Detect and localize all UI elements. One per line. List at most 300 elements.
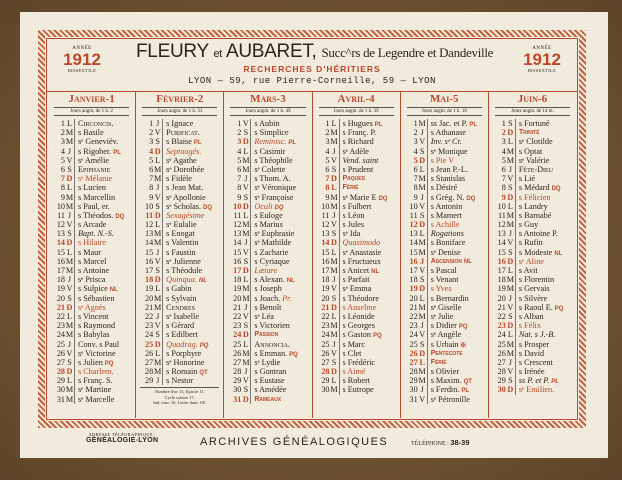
day-row xyxy=(405,147,484,156)
weekday-letter: L xyxy=(65,248,75,257)
saint-name: s Faustin xyxy=(166,247,196,257)
day-row xyxy=(405,193,484,202)
day-row xyxy=(140,257,219,266)
weekday-letter: M xyxy=(65,137,74,147)
weekday-letter: M xyxy=(154,229,162,239)
day-row xyxy=(493,275,572,284)
saint-name: Trinité xyxy=(518,129,540,137)
day-number: 9 xyxy=(237,192,242,202)
saint-name: s Eutrope xyxy=(342,385,374,395)
day-row xyxy=(405,312,484,321)
weekday-letter: M xyxy=(330,192,338,202)
footnote-line: Cycle solaire 17. xyxy=(164,394,195,400)
saint-name: s Paul, er. xyxy=(78,201,110,211)
day-row xyxy=(493,294,572,303)
saint-name: s Parfait xyxy=(342,275,370,285)
saint-name: sᵉ Colette xyxy=(254,164,286,174)
weekday-letter: S xyxy=(418,147,428,156)
day-row xyxy=(52,367,131,376)
day-row xyxy=(140,119,219,128)
saint-name: sᵉ Lydie xyxy=(254,357,281,367)
weekday-letter: L xyxy=(153,156,163,165)
weekday-letter: D xyxy=(241,330,251,339)
day-number: 3 xyxy=(501,137,506,147)
day-row xyxy=(493,284,572,293)
weekday-letter: J xyxy=(65,340,75,349)
weekday-letter: L xyxy=(153,349,163,358)
month-column xyxy=(401,92,489,418)
moon-phase-mark: NL xyxy=(286,278,295,285)
day-number: 18 xyxy=(321,275,330,285)
day-number: 29 xyxy=(497,376,506,386)
day-row xyxy=(405,183,484,192)
saint-name: s Blaise PL xyxy=(166,137,202,147)
saint-name: s Maxim. QT xyxy=(430,376,472,386)
weekday-letter: M xyxy=(330,256,338,266)
weekday-letter: V xyxy=(241,248,251,257)
weekday-letter: D xyxy=(65,174,75,183)
day-number: 2 xyxy=(413,128,418,138)
weekday-letter: M xyxy=(418,367,426,377)
day-row xyxy=(317,330,396,339)
day-number: 14 xyxy=(321,238,330,248)
saint-name: s Cyriaque xyxy=(254,256,290,266)
weekday-letter: J xyxy=(241,238,251,247)
saint-name: s Alban xyxy=(518,311,544,321)
day-row xyxy=(405,156,484,165)
weekday-letter: M xyxy=(65,266,74,275)
day-row xyxy=(405,137,484,146)
saint-name: s Hugues PL xyxy=(342,119,383,128)
weekday-letter: J xyxy=(418,193,428,202)
saint-name: s Victorien xyxy=(254,321,290,331)
saint-name: s Babylas xyxy=(78,330,110,340)
weekday-letter: V xyxy=(65,284,75,293)
footnote-line: Ind. rom. 10, Lettre dom. GF. xyxy=(153,400,207,406)
year-block-left xyxy=(50,46,114,73)
day-row xyxy=(317,312,396,321)
saint-name: sᵉ Aline xyxy=(518,256,544,266)
firm-address: LYON — 59, rue Pierre-Corneille, 59 — LYON xyxy=(188,76,436,86)
day-number: 31 xyxy=(56,394,65,404)
saint-name: s Julien PQ xyxy=(78,357,114,367)
day-row xyxy=(493,128,572,137)
day-number: 30 xyxy=(409,385,418,395)
saint-name: sᵉ Scholas. DQ xyxy=(166,201,213,211)
day-number: 7 xyxy=(149,174,154,184)
day-row xyxy=(228,349,307,358)
moon-phase-mark: PL xyxy=(374,122,383,128)
saint-name: Circoncis. xyxy=(78,119,114,128)
moon-phase-mark: PQ xyxy=(372,333,382,340)
moon-phase-mark: PQ xyxy=(458,324,468,331)
weekday-letter: D xyxy=(65,238,75,247)
daylight-gain-note: Jours augm. de 1 h. 16 xyxy=(407,107,482,116)
weekday-letter: M xyxy=(330,128,338,138)
day-row xyxy=(52,303,131,312)
firm-name xyxy=(136,41,494,64)
day-row xyxy=(52,220,131,229)
weekday-letter: L xyxy=(330,248,340,257)
weekday-letter: V xyxy=(241,376,251,385)
weekday-letter: S xyxy=(241,321,251,330)
weekday-letter: J xyxy=(330,340,340,349)
month-title: Avril-4 xyxy=(337,93,375,105)
day-row xyxy=(228,165,307,174)
weekday-letter: J xyxy=(153,119,163,128)
annee-label: ANNÉE xyxy=(72,46,92,51)
day-number: 20 xyxy=(233,293,242,303)
saint-name: s Nestor xyxy=(166,376,194,386)
day-row xyxy=(140,349,219,358)
saint-name: s Modeste NL xyxy=(518,247,563,257)
day-number: 19 xyxy=(56,284,65,294)
day-row xyxy=(52,128,131,137)
day-number: 10 xyxy=(233,201,242,211)
weekday-letter: S xyxy=(153,137,163,146)
saint-name: Annoncia. xyxy=(254,339,290,349)
saint-name: sᵉ Martine xyxy=(78,385,112,395)
day-number: 15 xyxy=(497,247,506,257)
day-row xyxy=(405,321,484,330)
telegraph-label: ADRESSE TÉLÉGRAPHIQUE : xyxy=(88,432,156,437)
weekday-letter: M xyxy=(330,266,338,275)
moon-phase-mark: DQ xyxy=(274,204,284,211)
day-row xyxy=(52,385,131,394)
day-number: 9 xyxy=(60,192,65,202)
day-number: 24 xyxy=(321,330,330,340)
saint-name: s Euloge xyxy=(254,210,283,220)
day-number: 24 xyxy=(56,330,65,340)
weekday-letter: M xyxy=(154,293,162,303)
day-number: 8 xyxy=(501,183,506,193)
saint-name: s Marius xyxy=(254,220,283,230)
day-number: 2 xyxy=(149,128,154,138)
day-row xyxy=(317,229,396,238)
weekday-letter: S xyxy=(330,294,340,303)
saint-name: s Médard DQ xyxy=(518,183,561,193)
weekday-letter: D xyxy=(418,349,428,358)
day-row xyxy=(493,156,572,165)
day-row xyxy=(228,193,307,202)
saint-name: s Boniface xyxy=(430,238,466,248)
saint-name: sᵉ Valérie xyxy=(518,155,550,165)
day-number: 6 xyxy=(237,164,242,174)
saint-name: s Basile xyxy=(78,128,104,138)
saint-name: s Anselme xyxy=(342,302,377,312)
saint-name: Quinqua. NL xyxy=(166,275,207,285)
saint-name: sᵉ Eulalie xyxy=(166,220,197,230)
saint-name: s Marc xyxy=(342,339,366,349)
telephone xyxy=(411,438,470,447)
day-number: 9 xyxy=(325,192,330,202)
day-number: 22 xyxy=(144,311,154,321)
day-number: 14 xyxy=(233,238,242,248)
day-row xyxy=(317,376,396,385)
day-number: 25 xyxy=(321,339,330,349)
weekday-letter: D xyxy=(65,367,75,376)
saint-name: s Amédée xyxy=(254,385,287,395)
day-row xyxy=(317,358,396,367)
weekday-letter: J xyxy=(153,183,163,192)
saint-name: sᵉ Isabelle xyxy=(166,311,199,321)
day-row xyxy=(317,367,396,376)
day-number: 12 xyxy=(321,220,330,230)
weekday-letter: J xyxy=(153,248,163,257)
weekday-letter: D xyxy=(241,137,251,146)
day-number: 30 xyxy=(497,385,506,395)
day-row xyxy=(140,284,219,293)
saint-name: s Gaston PQ xyxy=(342,330,382,340)
day-row xyxy=(52,156,131,165)
day-row xyxy=(493,119,572,128)
day-number: 28 xyxy=(144,367,154,377)
weekday-letter: M xyxy=(65,321,74,331)
saint-name: s Franç. P. xyxy=(342,128,377,138)
bissextile-label: BISSEXTILE xyxy=(527,68,557,73)
saint-name: Septuagés. xyxy=(166,146,202,156)
day-row xyxy=(52,137,131,146)
saint-name: s Thom. A. xyxy=(254,174,291,184)
day-number: 7 xyxy=(501,174,506,184)
day-number: 2 xyxy=(501,128,506,138)
month-title: Janvier-1 xyxy=(68,93,115,105)
saint-name: ss Jac. et P. PL xyxy=(430,119,477,128)
day-row xyxy=(493,137,572,146)
day-row xyxy=(140,137,219,146)
day-row xyxy=(228,229,307,238)
firm-name-et: et xyxy=(213,48,223,60)
weekday-letter: V xyxy=(241,312,251,321)
day-number: 29 xyxy=(56,376,65,386)
day-number: 26 xyxy=(144,348,154,358)
day-row xyxy=(52,266,131,275)
saint-name: s Stanislas xyxy=(430,174,466,184)
daylight-gain-note: Jours augm. de 1 h. 49 xyxy=(230,107,305,116)
day-row xyxy=(228,395,307,404)
weekday-letter: L xyxy=(506,266,516,275)
moon-phase-mark: NL xyxy=(109,287,118,294)
day-row xyxy=(405,266,484,275)
moon-phase-mark: DQ xyxy=(203,204,213,211)
saint-name: s Antoine xyxy=(78,266,110,275)
firm-subtitle: RECHERCHES D'HÉRITIERS xyxy=(243,64,381,74)
day-row xyxy=(317,220,396,229)
saint-name: s Franç. S. xyxy=(78,376,113,386)
weekday-letter: J xyxy=(506,229,516,238)
weekday-letter: D xyxy=(418,284,428,293)
day-row xyxy=(52,257,131,266)
saint-name: s Théodore xyxy=(342,293,379,303)
day-row xyxy=(317,266,396,275)
day-row xyxy=(228,340,307,349)
day-row xyxy=(317,211,396,220)
day-row xyxy=(52,119,131,128)
day-row xyxy=(317,340,396,349)
day-row xyxy=(140,266,219,275)
day-number: 28 xyxy=(233,367,242,377)
weekday-letter: S xyxy=(153,330,163,339)
saint-name: s Antonin xyxy=(430,201,463,211)
weekday-letter: V xyxy=(241,119,251,128)
saint-name: sᵉ Françoise xyxy=(254,192,294,202)
day-row xyxy=(405,294,484,303)
day-number: 4 xyxy=(60,146,65,156)
day-row xyxy=(228,238,307,247)
saint-name: s Didier PQ xyxy=(430,321,468,331)
day-number: 16 xyxy=(409,256,418,266)
weekday-letter: V xyxy=(65,349,75,358)
day-row xyxy=(52,330,131,339)
calendar-footer xyxy=(0,432,622,452)
day-row xyxy=(493,312,572,321)
day-row xyxy=(228,275,307,284)
month-column xyxy=(136,92,224,418)
day-number: 24 xyxy=(233,330,242,340)
day-row xyxy=(317,128,396,137)
weekday-letter: V xyxy=(153,321,163,330)
day-number: 29 xyxy=(321,376,330,386)
saint-name: s Robert xyxy=(342,376,371,386)
day-number: 6 xyxy=(413,164,418,174)
weekday-letter: M xyxy=(506,284,514,294)
day-row xyxy=(52,211,131,220)
saint-name: sᵉ Adèle xyxy=(342,146,369,156)
day-row xyxy=(228,385,307,394)
day-number: 11 xyxy=(409,210,418,220)
day-row xyxy=(493,238,572,247)
saint-name: sᵉ Pétronille xyxy=(430,394,470,404)
moon-phase-mark: NL xyxy=(371,269,380,275)
day-number: 13 xyxy=(233,229,242,239)
weekday-letter: M xyxy=(418,119,426,128)
weekday-letter: S xyxy=(418,340,428,349)
day-row xyxy=(228,183,307,192)
moon-phase-mark: DQ xyxy=(378,195,388,202)
day-row xyxy=(493,340,572,349)
month-title: Février-2 xyxy=(156,93,204,105)
day-row xyxy=(228,202,307,211)
weekday-letter: D xyxy=(506,257,516,266)
day-row xyxy=(52,275,131,284)
day-number: 5 xyxy=(325,155,330,165)
day-number: 23 xyxy=(321,321,330,331)
day-number: 10 xyxy=(321,201,330,211)
day-number: 3 xyxy=(149,137,154,147)
day-row xyxy=(228,137,307,146)
day-number: 17 xyxy=(321,266,330,275)
weekday-letter: M xyxy=(330,137,338,147)
saint-name: s Pascal xyxy=(430,266,457,275)
firm-title-block xyxy=(136,41,494,87)
weekday-letter: J xyxy=(153,376,163,385)
moon-phase-mark: NL xyxy=(463,258,472,265)
saint-name: s Gervais xyxy=(518,284,550,294)
day-number: 12 xyxy=(56,220,65,230)
day-row xyxy=(317,248,396,257)
day-number: 9 xyxy=(149,192,154,202)
month-column xyxy=(224,92,312,418)
day-number: 10 xyxy=(497,201,506,211)
day-number: 18 xyxy=(497,275,506,285)
day-row xyxy=(140,321,219,330)
day-number: 16 xyxy=(56,256,65,266)
day-row xyxy=(405,367,484,376)
saint-name: s Frédéric xyxy=(342,357,376,367)
weekday-letter: M xyxy=(242,284,250,294)
weekday-letter: D xyxy=(330,238,340,247)
day-row xyxy=(493,321,572,330)
day-row xyxy=(52,238,131,247)
day-number: 13 xyxy=(321,229,330,239)
saint-name: s Jean P.-L. xyxy=(430,164,468,174)
day-number: 1 xyxy=(149,119,154,128)
day-row xyxy=(140,174,219,183)
day-number: 5 xyxy=(60,155,65,165)
day-row xyxy=(317,238,396,247)
day-row xyxy=(405,128,484,137)
weekday-letter: M xyxy=(65,256,74,266)
day-number: 15 xyxy=(321,247,330,257)
saint-name: s Grég. N. DQ xyxy=(430,192,476,202)
day-number: 23 xyxy=(497,321,506,331)
day-number: 13 xyxy=(144,229,154,239)
weekday-letter: S xyxy=(65,294,75,303)
saint-name: s Eustase xyxy=(254,376,285,386)
weekday-letter: L xyxy=(506,202,516,211)
saint-name: s Olivier xyxy=(430,367,460,377)
weekday-letter: L xyxy=(241,275,251,284)
weekday-letter: M xyxy=(506,210,514,220)
saint-name: s Ignace xyxy=(166,119,194,128)
day-number: 20 xyxy=(497,293,506,303)
day-row xyxy=(317,119,396,128)
day-row xyxy=(405,284,484,293)
weekday-letter: L xyxy=(330,183,340,192)
weekday-letter: J xyxy=(241,367,251,376)
weekday-letter: S xyxy=(153,266,163,275)
saint-name: sᵉ Marcelle xyxy=(78,394,115,404)
weekday-letter: J xyxy=(241,174,251,183)
weekday-letter: S xyxy=(65,229,75,238)
weekday-letter: S xyxy=(330,165,340,174)
day-row xyxy=(140,165,219,174)
day-number: 28 xyxy=(497,367,506,377)
day-row xyxy=(52,202,131,211)
weekday-letter: L xyxy=(241,147,251,156)
saint-name: s Marcellin xyxy=(78,192,116,202)
day-number: 29 xyxy=(409,376,418,386)
day-number: 27 xyxy=(321,357,330,367)
day-row xyxy=(140,238,219,247)
day-row xyxy=(405,385,484,394)
moon-phase-mark: PL xyxy=(113,149,121,156)
weekday-letter: V xyxy=(506,174,516,183)
day-number: 17 xyxy=(56,266,65,275)
day-row xyxy=(317,137,396,146)
weekday-letter: M xyxy=(242,293,250,303)
saint-name: Passion xyxy=(254,331,279,339)
day-row xyxy=(140,147,219,156)
successor-text: Succ^rs de Legendre et Dandeville xyxy=(321,45,494,60)
day-row xyxy=(493,147,572,156)
day-number: 29 xyxy=(144,376,154,386)
saint-name: s Avit xyxy=(518,266,538,275)
moon-phase-mark: PQ xyxy=(289,351,298,358)
weekday-letter: S xyxy=(506,119,516,128)
weekday-letter: J xyxy=(418,321,428,330)
weekday-letter: J xyxy=(241,303,251,312)
